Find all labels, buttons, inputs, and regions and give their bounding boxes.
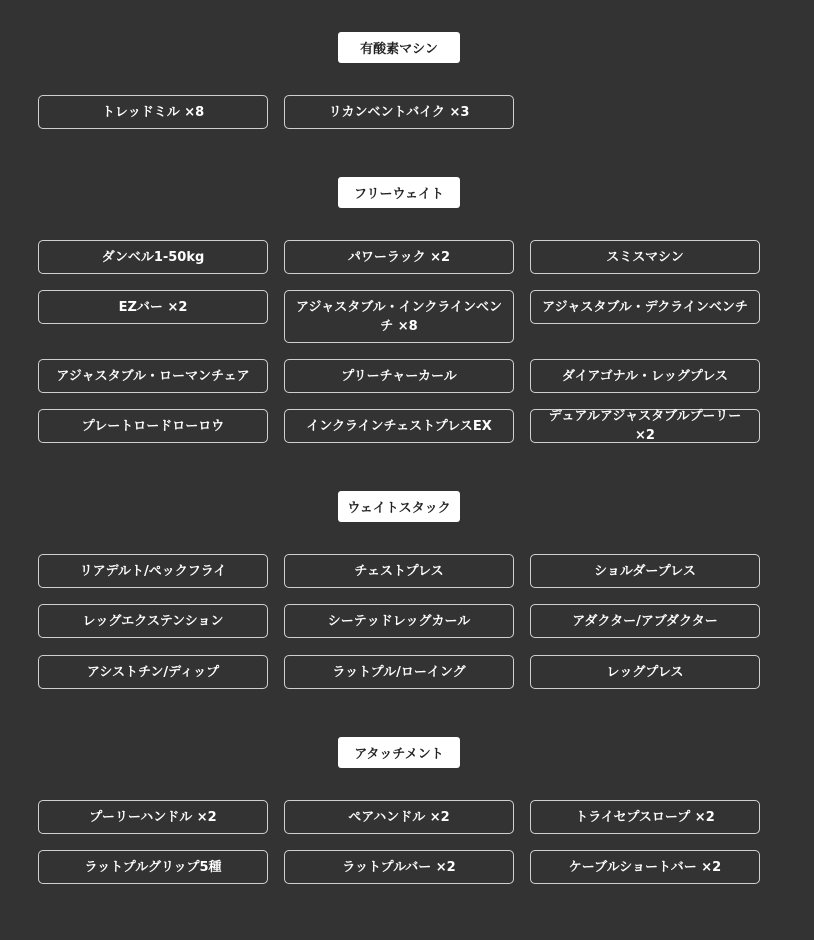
equipment-item: ペアハンドル ×2: [284, 800, 514, 834]
equipment-item: レッグエクステンション: [38, 604, 268, 638]
section-title-attachments: アタッチメント: [338, 737, 460, 768]
equipment-item: トレッドミル ×8: [38, 95, 268, 129]
equipment-item: ケーブルショートバー ×2: [530, 850, 760, 884]
equipment-item: ダイアゴナル・レッグプレス: [530, 359, 760, 393]
equipment-item: プーリーハンドル ×2: [38, 800, 268, 834]
section-title-cardio: 有酸素マシン: [338, 32, 460, 63]
equipment-item: レッグプレス: [530, 655, 760, 689]
equipment-item: アジャスタブル・ローマンチェア: [38, 359, 268, 393]
equipment-item: アジャスタブル・インクラインベンチ ×8: [284, 290, 514, 343]
equipment-item: インクラインチェストプレスEX: [284, 409, 514, 443]
equipment-item: プレートロードローロウ: [38, 409, 268, 443]
equipment-item: シーテッドレッグカール: [284, 604, 514, 638]
equipment-item: ラットプルバー ×2: [284, 850, 514, 884]
equipment-item: ラットプルグリップ5種: [38, 850, 268, 884]
equipment-item: アジャスタブル・デクラインベンチ: [530, 290, 760, 324]
equipment-item: プリーチャーカール: [284, 359, 514, 393]
equipment-item: ラットプル/ローイング: [284, 655, 514, 689]
section-title-free-weights: フリーウェイト: [338, 177, 460, 208]
equipment-item: アシストチン/ディップ: [38, 655, 268, 689]
equipment-item: チェストプレス: [284, 554, 514, 588]
equipment-item: トライセプスロープ ×2: [530, 800, 760, 834]
equipment-item: リカンベントバイク ×3: [284, 95, 514, 129]
equipment-item: スミスマシン: [530, 240, 760, 274]
equipment-item: ショルダープレス: [530, 554, 760, 588]
equipment-item: パワーラック ×2: [284, 240, 514, 274]
equipment-item: デュアルアジャスタブルプーリー ×2: [530, 409, 760, 443]
equipment-item: EZバー ×2: [38, 290, 268, 324]
equipment-item: ダンベル1-50kg: [38, 240, 268, 274]
equipment-item: アダクター/アブダクター: [530, 604, 760, 638]
equipment-item: リアデルト/ペックフライ: [38, 554, 268, 588]
section-title-weight-stack: ウェイトスタック: [338, 491, 460, 522]
